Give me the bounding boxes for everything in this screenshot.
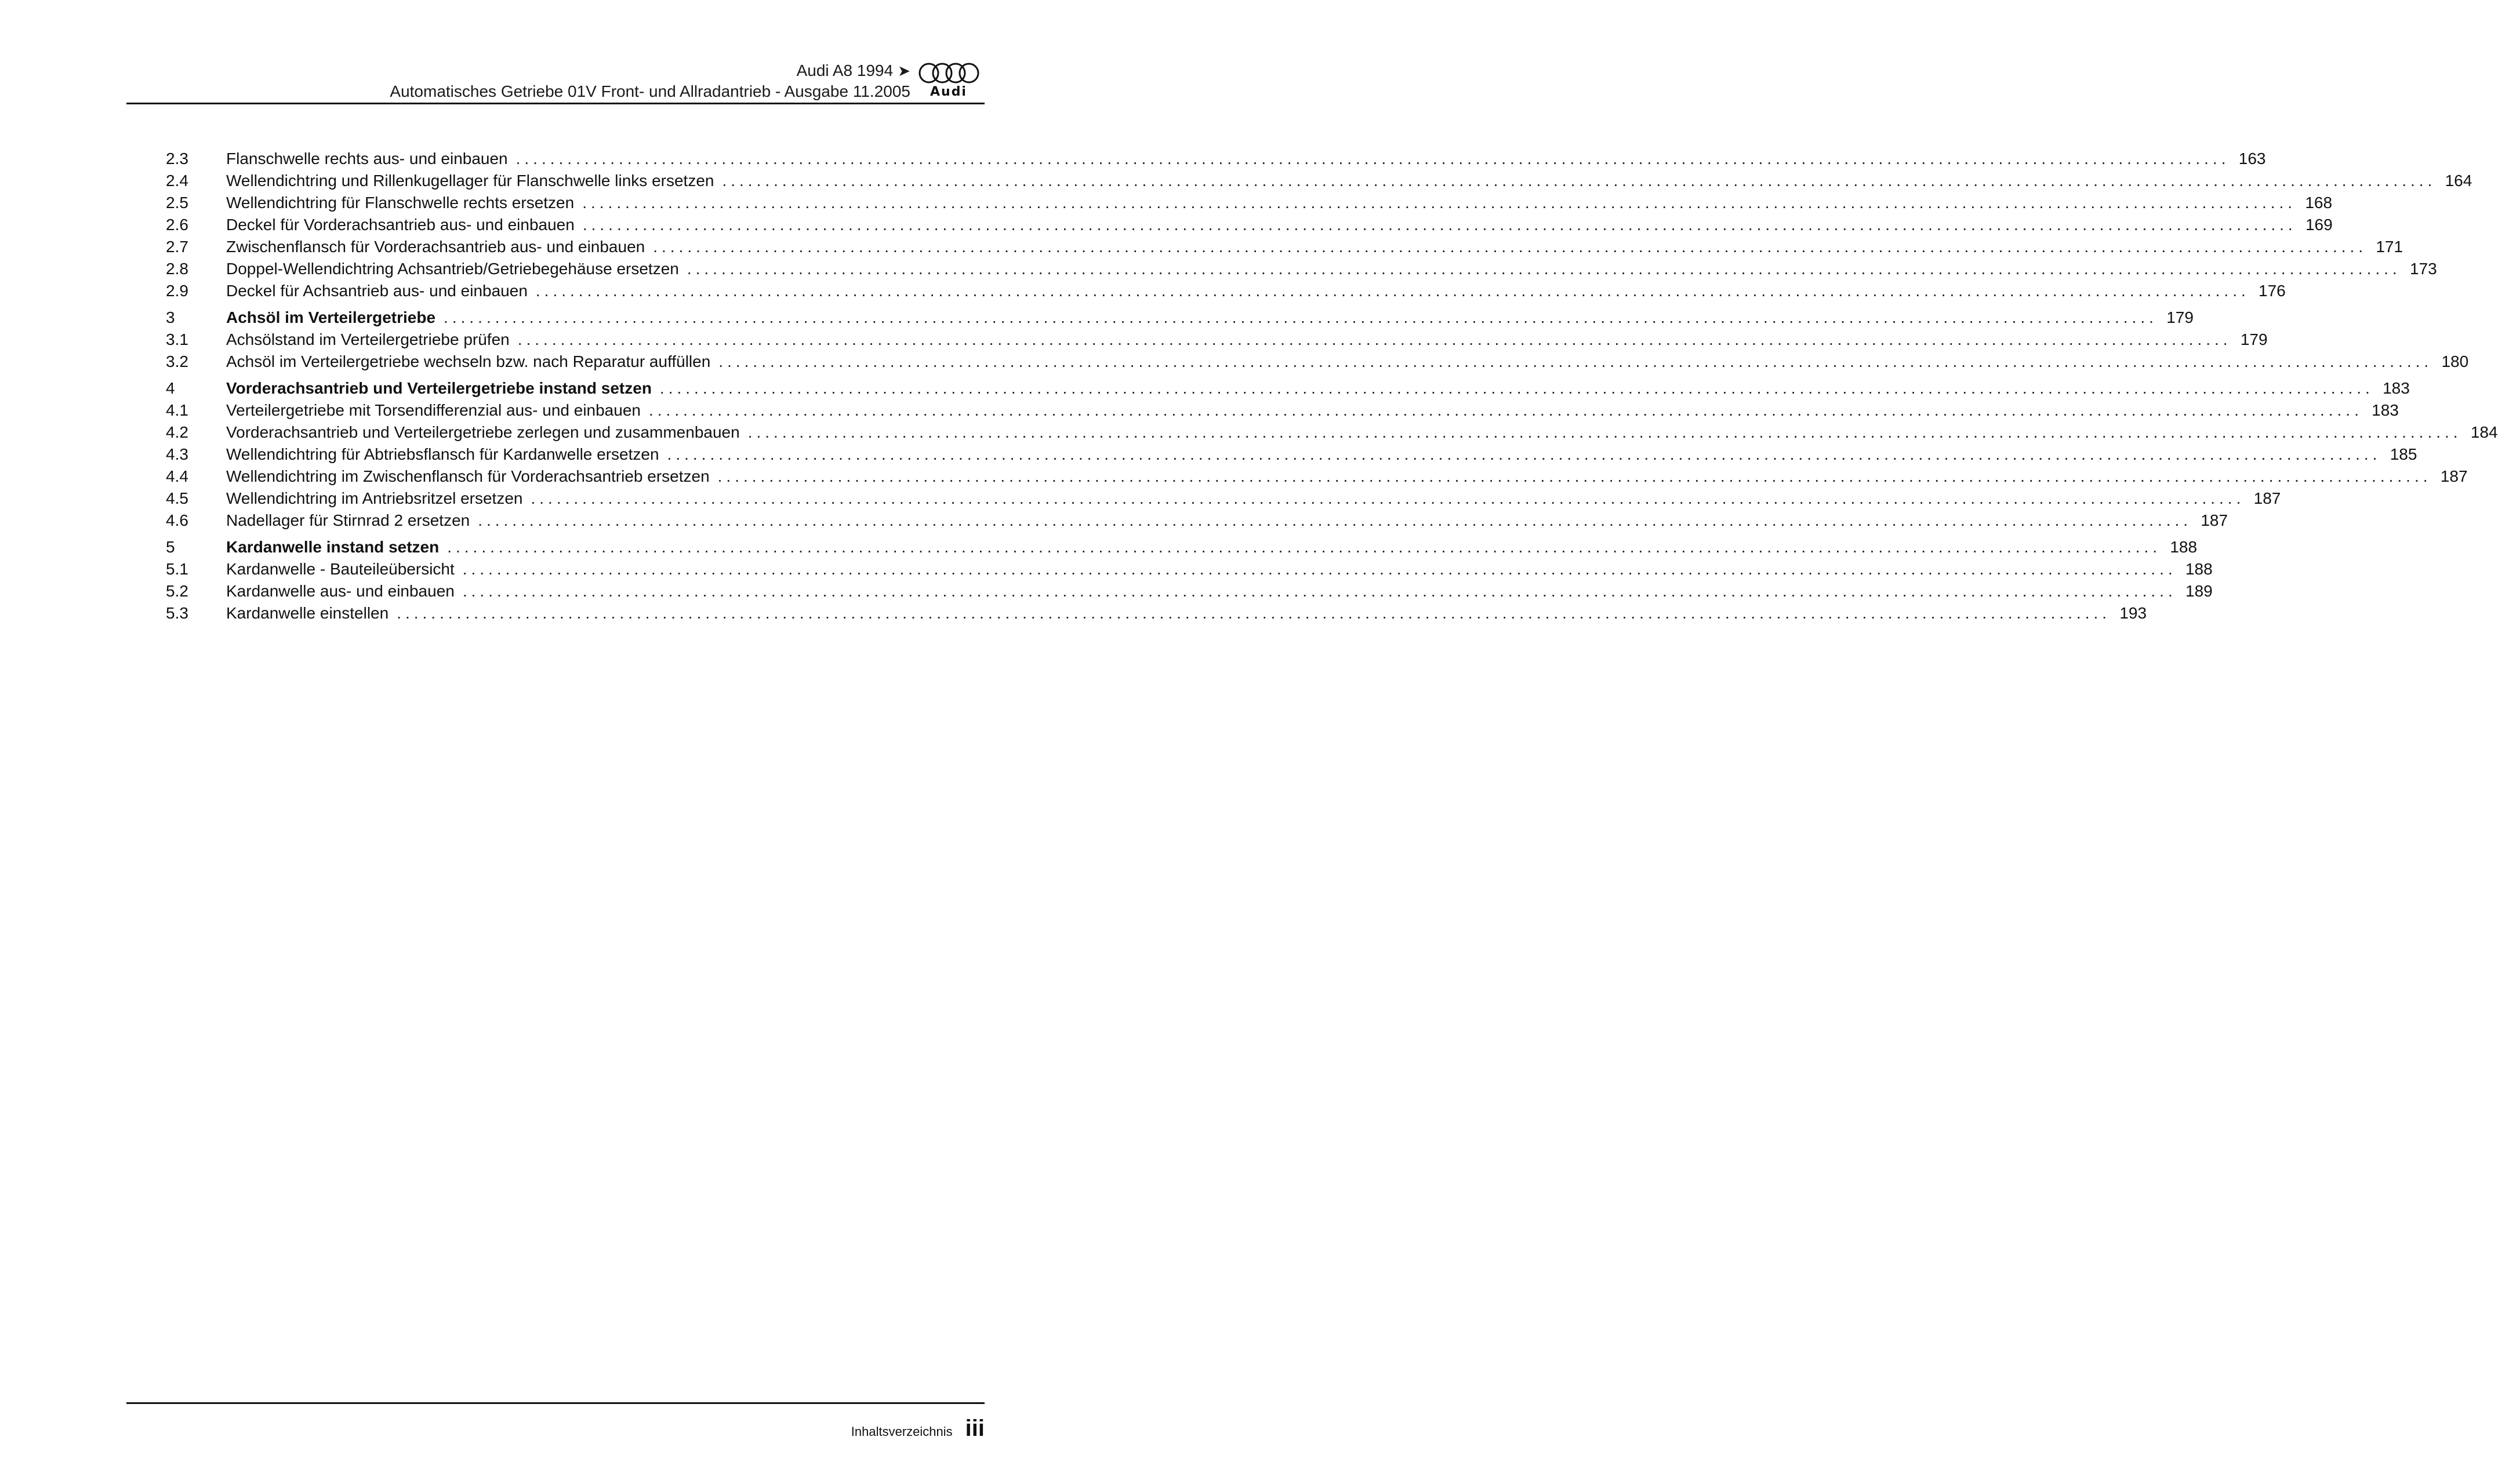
toc-entry-number: 5.1 xyxy=(166,560,188,578)
toc-entry-title: Zwischenflansch für Vorderachsantrieb aus- und einbauen xyxy=(226,238,645,256)
toc-leader-dots: ........................................................................................................................................................................................................ xyxy=(535,282,2250,300)
toc-entry[interactable] xyxy=(166,488,2281,510)
header-text xyxy=(390,60,910,102)
toc-entry[interactable] xyxy=(166,558,2213,580)
toc-entry-number: 4.2 xyxy=(166,423,188,441)
toc-entry-title: Wellendichtring für Abtriebsflansch für Kardanwelle ersetzen xyxy=(226,445,659,463)
audi-logo xyxy=(916,61,981,100)
toc-leader-dots: ........................................................................................................................................................................................................ xyxy=(667,445,2381,463)
toc-entry-page: 184 xyxy=(2470,423,2498,441)
toc-entry-number: 4.6 xyxy=(166,511,188,529)
toc-entry[interactable] xyxy=(166,148,2266,170)
toc-entry-title: Deckel für Achsantrieb aus- und einbauen xyxy=(226,282,528,300)
toc-entry-title: Kardanwelle instand setzen xyxy=(226,538,440,556)
toc-entry-page: 173 xyxy=(2409,260,2437,278)
toc-entry-page: 183 xyxy=(2372,401,2399,419)
toc-leader-dots: ........................................................................................................................................................................................................ xyxy=(462,582,2177,600)
toc-entry-number: 2.9 xyxy=(166,282,188,300)
toc-leader-dots: ........................................................................................................................................................................................................ xyxy=(747,423,2462,441)
toc-chapter[interactable] xyxy=(166,536,2198,558)
toc-entry-page: 176 xyxy=(2259,282,2286,300)
toc-entry-page: 168 xyxy=(2305,194,2333,212)
toc-entry-title: Achsöl im Verteilergetriebe xyxy=(226,308,436,326)
toc-leader-dots: ........................................................................................................................................................................................................ xyxy=(659,379,2374,397)
toc-entry[interactable] xyxy=(166,170,2472,192)
toc-entry-title: Achsölstand im Verteilergetriebe prüfen xyxy=(226,330,510,348)
toc-entry-number: 4.4 xyxy=(166,467,188,485)
toc-entry-page: 171 xyxy=(2376,238,2403,256)
table-of-contents xyxy=(166,148,2498,624)
toc-entry-number: 3.2 xyxy=(166,352,188,370)
toc-entry-number: 4.5 xyxy=(166,489,188,507)
toc-entry-page: 187 xyxy=(2440,467,2468,485)
page-footer xyxy=(851,1416,985,1442)
toc-entry-number: 2.7 xyxy=(166,238,188,256)
toc-entry[interactable] xyxy=(166,580,2213,602)
toc-entry[interactable] xyxy=(166,329,2268,351)
toc-entry-number: 2.4 xyxy=(166,172,188,190)
toc-entry-title: Kardanwelle - Bauteileübersicht xyxy=(226,560,455,578)
toc-leader-dots: ........................................................................................................................................................................................................ xyxy=(648,401,2363,419)
toc-leader-dots: ........................................................................................................................................................................................................ xyxy=(718,352,2433,370)
toc-entry-number: 2.8 xyxy=(166,260,188,278)
page-header xyxy=(126,58,985,106)
toc-entry-number: 2.6 xyxy=(166,216,188,234)
toc-entry-number: 5 xyxy=(166,538,175,556)
toc-entry-number: 3.1 xyxy=(166,330,188,348)
footer-section-label: Inhaltsverzeichnis xyxy=(851,1424,953,1439)
toc-entry-number: 3 xyxy=(166,308,175,326)
model-line xyxy=(390,60,910,81)
toc-entry-page: 179 xyxy=(2240,330,2268,348)
toc-entry[interactable] xyxy=(166,510,2228,532)
toc-entry-page: 179 xyxy=(2166,308,2194,326)
toc-chapter[interactable] xyxy=(166,377,2410,399)
toc-entry-title: Flanschwelle rechts aus- und einbauen xyxy=(226,150,508,168)
toc-entry[interactable] xyxy=(166,351,2469,373)
toc-entry-page: 187 xyxy=(2253,489,2281,507)
toc-entry-number: 2.5 xyxy=(166,194,188,212)
toc-leader-dots: ........................................................................................................................................................................................................ xyxy=(515,150,2230,168)
toc-entry-page: 183 xyxy=(2383,379,2410,397)
toc-leader-dots: ........................................................................................................................................................................................................ xyxy=(722,172,2437,190)
toc-entry[interactable] xyxy=(166,602,2147,624)
toc-entry-number: 2.3 xyxy=(166,150,188,168)
toc-leader-dots: ........................................................................................................................................................................................................ xyxy=(447,538,2162,556)
toc-leader-dots: ........................................................................................................................................................................................................ xyxy=(517,330,2232,348)
toc-entry-title: Wellendichtring für Flanschwelle rechts ersetzen xyxy=(226,194,575,212)
toc-leader-dots: ........................................................................................................................................................................................................ xyxy=(653,238,2368,256)
toc-entry[interactable] xyxy=(166,443,2417,465)
model-title: Audi A8 1994 xyxy=(796,61,894,79)
toc-chapter[interactable] xyxy=(166,307,2194,329)
toc-entry-page: 185 xyxy=(2390,445,2417,463)
toc-entry-title: Kardanwelle aus- und einbauen xyxy=(226,582,455,600)
toc-entry-page: 188 xyxy=(2185,560,2213,578)
toc-entry-page: 164 xyxy=(2445,172,2472,190)
toc-entry[interactable] xyxy=(166,214,2333,236)
audi-rings-icon xyxy=(916,61,981,85)
toc-leader-dots: ........................................................................................................................................................................................................ xyxy=(582,216,2297,234)
toc-entry[interactable] xyxy=(166,399,2399,421)
toc-leader-dots: ........................................................................................................................................................................................................ xyxy=(531,489,2245,507)
toc-entry-page: 193 xyxy=(2119,604,2147,622)
toc-entry-title: Wellendichtring im Antriebsritzel ersetzen xyxy=(226,489,523,507)
toc-entry-title: Doppel-Wellendichtring Achsantrieb/Getriebegehäuse ersetzen xyxy=(226,260,679,278)
header-divider xyxy=(126,103,985,104)
toc-entry[interactable] xyxy=(166,280,2286,302)
footer-divider xyxy=(126,1402,985,1404)
toc-entry-page: 180 xyxy=(2441,352,2469,370)
toc-entry-title: Wellendichtring im Zwischenflansch für Vorderachsantrieb ersetzen xyxy=(226,467,710,485)
toc-leader-dots: ........................................................................................................................................................................................................ xyxy=(478,511,2192,529)
toc-entry[interactable] xyxy=(166,258,2437,280)
toc-entry[interactable] xyxy=(166,192,2333,214)
toc-entry-page: 163 xyxy=(2238,150,2266,168)
toc-entry-title: Vorderachsantrieb und Verteilergetriebe instand setzen xyxy=(226,379,652,397)
toc-entry-title: Achsöl im Verteilergetriebe wechseln bzw. nach Reparatur auffüllen xyxy=(226,352,711,370)
toc-entry-number: 5.3 xyxy=(166,604,188,622)
toc-entry-number: 4 xyxy=(166,379,175,397)
toc-entry-number: 5.2 xyxy=(166,582,188,600)
toc-leader-dots: ........................................................................................................................................................................................................ xyxy=(444,308,2158,326)
toc-entry-page: 188 xyxy=(2170,538,2198,556)
toc-entry-title: Vorderachsantrieb und Verteilergetriebe zerlegen und zusammenbauen xyxy=(226,423,740,441)
footer-page-number: iii xyxy=(965,1416,985,1441)
toc-entry-title: Kardanwelle einstellen xyxy=(226,604,389,622)
toc-leader-dots: ........................................................................................................................................................................................................ xyxy=(687,260,2401,278)
toc-entry-number: 4.1 xyxy=(166,401,188,419)
toc-leader-dots: ........................................................................................................................................................................................................ xyxy=(397,604,2111,622)
toc-entry[interactable] xyxy=(166,465,2468,488)
toc-entry-title: Nadellager für Stirnrad 2 ersetzen xyxy=(226,511,470,529)
toc-entry-page: 187 xyxy=(2201,511,2228,529)
toc-entry[interactable] xyxy=(166,236,2403,258)
toc-entry-title: Deckel für Vorderachsantrieb aus- und einbauen xyxy=(226,216,575,234)
manual-subtitle: Automatisches Getriebe 01V Front- und Allradantrieb - Ausgabe 11.2005 xyxy=(390,82,910,100)
toc-leader-dots: ........................................................................................................................................................................................................ xyxy=(717,467,2432,485)
toc-leader-dots: ........................................................................................................................................................................................................ xyxy=(462,560,2177,578)
toc-entry-number: 4.3 xyxy=(166,445,188,463)
toc-entry[interactable] xyxy=(166,421,2498,443)
toc-entry-title: Verteilergetriebe mit Torsendifferenzial aus- und einbauen xyxy=(226,401,641,419)
audi-wordmark: Audi xyxy=(930,85,967,99)
toc-leader-dots: ........................................................................................................................................................................................................ xyxy=(582,194,2297,212)
toc-entry-title: Wellendichtring und Rillenkugellager für Flanschwelle links ersetzen xyxy=(226,172,714,190)
toc-entry-page: 169 xyxy=(2305,216,2333,234)
arrow-right-icon: ➤ xyxy=(898,62,910,79)
toc-entry-page: 189 xyxy=(2185,582,2213,600)
